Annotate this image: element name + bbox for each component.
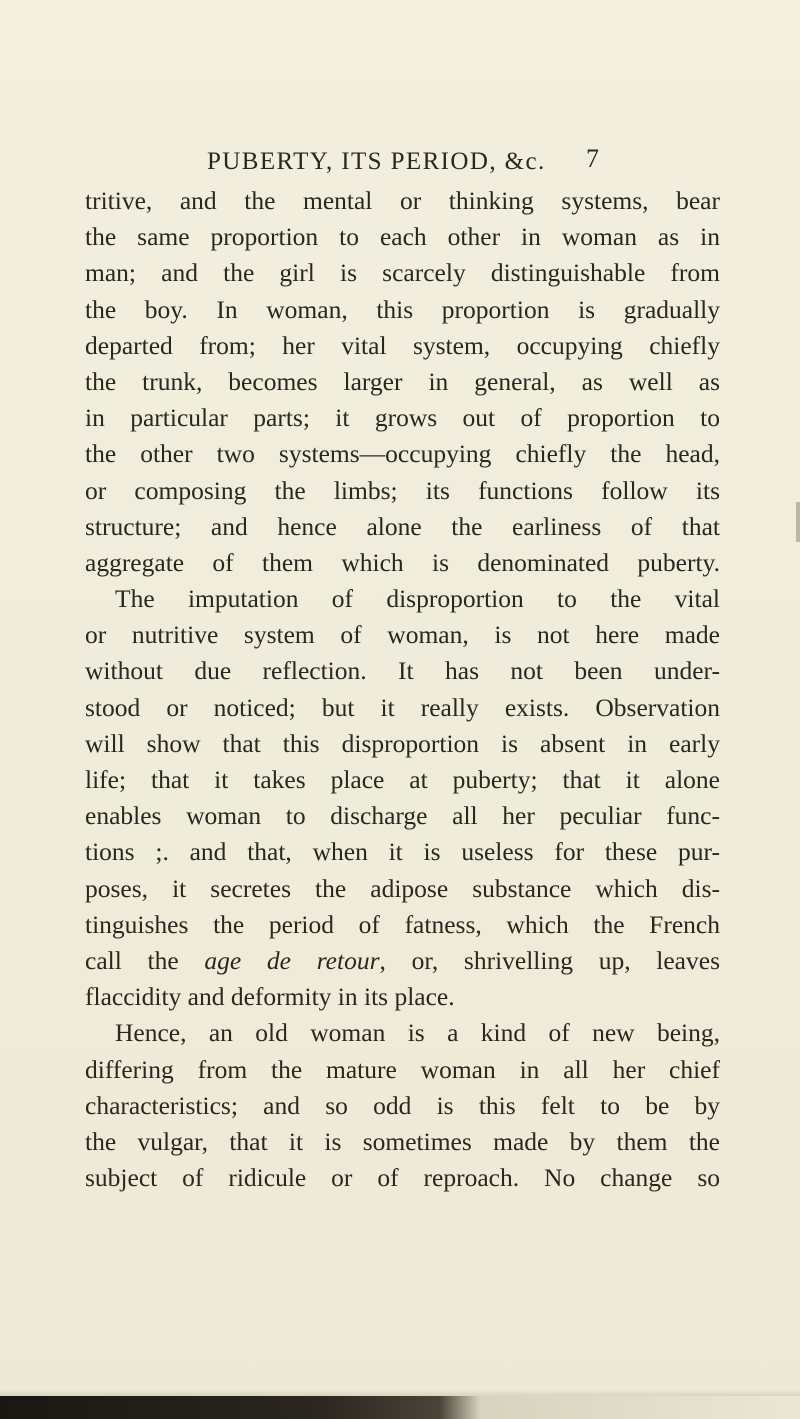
text-line: tinguishes the period of fatness, which the French: [85, 909, 720, 939]
text-line: stood or noticed; but it really exists. Observation: [85, 692, 720, 722]
text-line: aggregate of them which is denominated puberty.: [85, 547, 720, 577]
text-line: enables woman to discharge all her peculiar func-: [85, 801, 720, 831]
paragraph-end-line: flaccidity and deformity in its place.: [85, 982, 455, 1012]
text-line: differing from the mature woman in all her chief: [85, 1054, 720, 1084]
text-segment: , or, shrivelling up, leaves: [379, 945, 720, 975]
text-segment: call the: [85, 945, 179, 975]
text-line: poses, it secretes the adipose substance which dis-: [85, 873, 720, 903]
scan-edge-bar: [0, 1396, 800, 1419]
text-line: the vulgar, that it is sometimes made by them the: [85, 1126, 720, 1156]
page-number: 7: [586, 144, 599, 173]
text-line: the trunk, becomes larger in general, as well as: [85, 366, 720, 396]
text-line: subject of ridicule or of reproach. No change so: [85, 1163, 720, 1193]
text-line: man; and the girl is scarcely distinguishable from: [85, 258, 720, 288]
italic-phrase: age de retour: [204, 945, 380, 975]
text-line: structure; and hence alone the earliness of that: [85, 511, 720, 541]
text-line: the boy. In woman, this proportion is gradually: [85, 294, 720, 324]
body-text: [85, 183, 720, 1196]
paragraph-start-line: Hence, an old woman is a kind of new being,: [115, 1018, 720, 1048]
page-edge-shadow: [796, 502, 800, 542]
text-line-with-italic: [85, 943, 720, 979]
text-line: in particular parts; it grows out of proportion to: [85, 403, 720, 433]
text-line: tions ;. and that, when it is useless for these pur-: [85, 837, 720, 867]
text-line: life; that it takes place at puberty; that it alone: [85, 765, 720, 794]
running-head: [0, 142, 800, 182]
text-line: the same proportion to each other in woman as in: [85, 222, 720, 252]
text-line: or nutritive system of woman, is not here made: [85, 620, 720, 650]
text-line: without due reflection. It has not been under-: [85, 656, 720, 686]
text-line: or composing the limbs; its functions follow its: [85, 475, 720, 505]
text-line: will show that this disproportion is absent in early: [85, 728, 720, 758]
text-line: characteristics; and so odd is this felt to be by: [85, 1090, 720, 1120]
text-line: the other two systems—occupying chiefly the head,: [85, 439, 720, 469]
paragraph-start-line: The imputation of disproportion to the vital: [115, 584, 720, 614]
text-line: departed from; her vital system, occupying chiefly: [85, 330, 720, 360]
text-line: tritive, and the mental or thinking systems, bear: [85, 186, 720, 215]
running-title: PUBERTY, ITS PERIOD, &c.: [207, 148, 546, 175]
